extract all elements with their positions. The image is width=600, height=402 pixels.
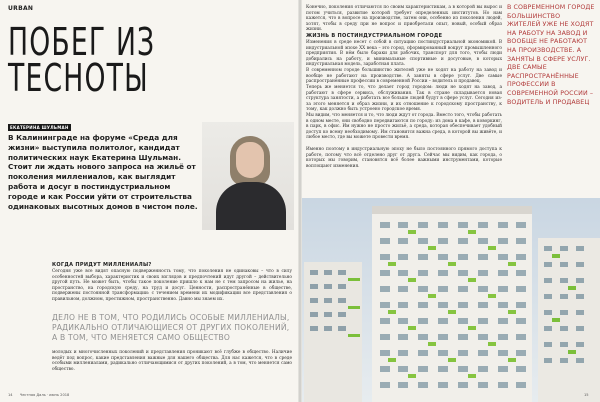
apartment-building-photo bbox=[302, 198, 600, 402]
portrait-photo bbox=[202, 122, 294, 230]
page-number-right: 15 bbox=[584, 393, 589, 397]
byline-tag: ЕКАТЕРИНА ШУЛЬМАН bbox=[10, 125, 69, 130]
footer-right bbox=[584, 393, 589, 397]
section-label: URBAN bbox=[8, 5, 34, 12]
tower-main-roof bbox=[372, 206, 532, 214]
magazine-issue: Честная Даль · июнь 2018 bbox=[19, 393, 70, 397]
millennials-paragraph: Сегодня уже все видят опасную подверженность тому, что поколения не одинаковы – что в силу особенностей выбора, характеристик и своих взглядов и предпочтений идут другой – действительно другой путь. Не может быть, чтобы такое поколение пришло к нам не с тем запросом на жилье, на пространство, на городскую среду, на труд и досуг. Ценности, распространённые в обществе, подвержены постоянной трансформации: с течением времени их модификации все представления о правильном, должном, престижном, пространственно. Давно мы знаем их. bbox=[52, 269, 292, 302]
col2-paragraph-5: Именно поэтому в индустриальную эпоху не было постоянного прямого доступа к работе, потому что всё отделено друг от друга. Сейчас мы видим, как города, о которых мы говорим, становятся всё более важными инструментами, которые воплощают изменения. bbox=[306, 147, 502, 169]
subhead-postindustrial: ЖИЗНЬ В ПОСТИНДУСТРИАЛЬНОМ ГОРОДЕ bbox=[306, 33, 443, 39]
page-number-left: 14 bbox=[8, 393, 13, 397]
col2-intro: Конечно, поколения отличаются по своим характеристикам, а в которой вы вырос и потом учиться, развитие которой требует определенных институтов. Но нам кажется, что в вопросе на производстве, затем они, особенно из поколения людей, хотят, чтобы в среду при не вопрос и приобретали опыт, новый, особый образ жизни. bbox=[306, 5, 502, 33]
col2-paragraph-4: Мы видим, что меняется и то, что люди ждут от города. Вместо того, чтобы работать в одном месте, они свободно передвигаются по городу: из дома в кафе, в коворкинг, в парк, в офис. Им нужно не просто жильё, а среда, которая обеспечивает удобный доступ ко всему необходимому. Им становится важна среда, в которой вы живёте, и любое место, где вы можете провести время. bbox=[306, 113, 502, 141]
portrait-face bbox=[236, 142, 264, 178]
pull-quote: ДЕЛО НЕ В ТОМ, ЧТО РОДИЛИСЬ ОСОБЫЕ МИЛЛЕНИАЛЫ, РАДИКАЛЬНО ОТЛИЧАЮЩИЕСЯ ОТ ДРУГИХ ПОКОЛЕНИЙ, А В ТОМ, ЧТО МЕНЯЕТСЯ САМО ОБЩЕСТВО bbox=[52, 313, 290, 342]
portrait-body bbox=[216, 182, 286, 230]
sidebar-quote: В СОВРЕМЕННОМ ГОРОДЕ БОЛЬШИНСТВО ЖИТЕЛЕЙ УЖЕ НЕ ХОДЯТ НА РАБОТУ НА ЗАВОД И ВООБЩЕ НЕ РАБОТАЮТ НА ПРОИЗВОДСТВЕ. А ЗАНЯТЫ В СФЕРЕ УСЛУГ. ДВЕ САМЫЕ РАСПРОСТРАНЁННЫЕ ПРОФЕССИИ В СОВРЕМЕННОЙ РОССИИ – ВОДИТЕЛЬ И ПРОДАВЕЦ bbox=[507, 4, 595, 106]
col2-paragraph-2: В современном городе большинство жителей уже не ходят на работу на завод и вообще не работают на производстве. А заняты в сфере услуг. Две самые распространённые профессии в современной России – водитель и продавец. bbox=[306, 68, 502, 85]
bottom-paragraph: молодых и многочисленных поколений и представления проникают всё глубже в общество. Наличие ведёт под вопрос, какие представления важные для нашего общества. Для нас кажется, что в среде особыми миллениалами, радикально отличающимися от других поколений, а в том, что меняется само общество. bbox=[52, 350, 292, 372]
headline: ПОБЕГ ИЗ ТЕСНОТЫ bbox=[8, 20, 156, 100]
subhead-millennials: КОГДА ПРИДУТ МИЛЛЕНИАЛЫ? bbox=[52, 262, 152, 268]
tower-far-left bbox=[304, 262, 362, 402]
lead-paragraph: В Калининграде на форуме «Среда для жизни» выступила политолог, кандидат политических наук Екатерина Шульман. Стоит ли ждать нового запроса на жильё от поколения миллениалов, как выглядит работа и досуг в постиндустриальном городе и как России уйти от строительства одинаковых высотных домов в чистом поле. bbox=[8, 133, 198, 211]
footer-left bbox=[8, 393, 69, 397]
col2-paragraph-3: Теперь же меняется то, что делает город городом: люди не ходят на завод, а работают в сфере сервиса, обслуживания. Так в стране складывается новая структура занятости, а работать все больше людей будут в сфере услуг. Сегодня из-за этого меняется и образ жизни, и их отношение к городскому пространству, к тому, как должно быть устроено городское время. bbox=[306, 85, 502, 113]
col2-paragraph-1: Изменения в среде несет с собой в ситуацию постиндустриальной экономикой. В индустриальной эпохе XX века – это город, сформированный вокруг промышленного предприятия. В нём было бараки для рабочих, транспорт для того, чтобы люди добирались на работу, и минимальные спортивные и досуговые, в которых индустриальная модель, заработная плата. bbox=[306, 40, 502, 68]
